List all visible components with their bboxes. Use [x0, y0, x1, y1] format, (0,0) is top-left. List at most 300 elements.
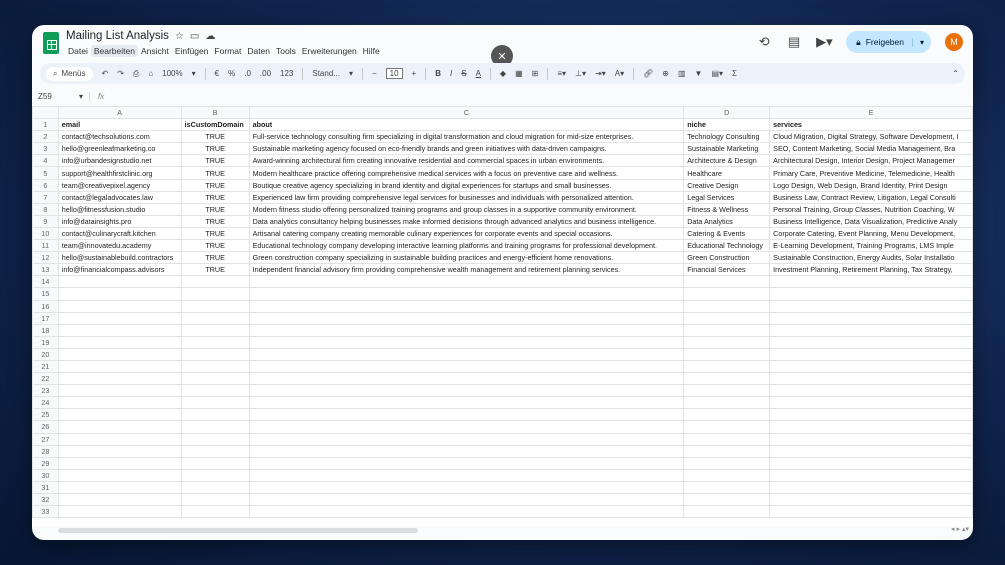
menu-hilfe[interactable]: Hilfe [362, 46, 380, 56]
table-cell[interactable] [249, 433, 684, 445]
table-cell[interactable]: Educational Technology [684, 240, 770, 252]
currency-format-button[interactable]: € [214, 69, 220, 78]
table-cell[interactable]: Modern healthcare practice offering comprehensive medical services with a focus on preventive care and wellness. [249, 167, 684, 179]
font-select[interactable]: Stand... [312, 69, 340, 78]
table-cell[interactable] [249, 494, 684, 506]
table-cell[interactable] [770, 300, 973, 312]
table-cell[interactable]: TRUE [181, 179, 249, 191]
table-cell[interactable] [181, 494, 249, 506]
table-cell[interactable]: Primary Care, Preventive Medicine, Telemedicine, Health [770, 167, 973, 179]
column-title-cell[interactable]: about [249, 119, 684, 131]
table-cell[interactable] [770, 397, 973, 409]
row-header[interactable]: 2 [33, 131, 59, 143]
document-title[interactable]: Mailing List Analysis [66, 30, 169, 42]
row-header[interactable]: 5 [33, 167, 59, 179]
table-cell[interactable]: Modern fitness studio offering personalized training programs and group classes in a supportive community environment. [249, 203, 684, 215]
row-header[interactable]: 29 [33, 457, 59, 469]
table-cell[interactable] [684, 409, 770, 421]
table-cell[interactable] [181, 421, 249, 433]
table-row [33, 433, 973, 445]
table-cell[interactable]: Data analytics consultancy helping businesses make informed decisions through advanced analytics and business intelligence. [249, 215, 684, 227]
row-header[interactable]: 7 [33, 191, 59, 203]
insert-chart-icon[interactable]: ▥ [677, 69, 686, 78]
table-cell[interactable] [58, 360, 181, 372]
scroll-arrows-icon[interactable]: ◂ ▸ ▴▾ [951, 526, 969, 533]
table-cell[interactable]: Data Analytics [684, 215, 770, 227]
menu-datei[interactable]: Datei [68, 46, 88, 56]
spreadsheet-grid [32, 106, 973, 526]
row-header[interactable]: 4 [33, 155, 59, 167]
table-cell[interactable] [58, 481, 181, 493]
table-cell[interactable]: TRUE [181, 191, 249, 203]
filter-icon[interactable]: ▼ [694, 69, 703, 78]
vertical-align-icon[interactable]: ⊥▾ [575, 69, 587, 78]
table-cell[interactable]: TRUE [181, 203, 249, 215]
table-row [33, 348, 973, 360]
row-header[interactable]: 32 [33, 494, 59, 506]
table-cell[interactable] [249, 312, 684, 324]
menu-format[interactable]: Format [214, 46, 242, 56]
table-cell[interactable] [249, 336, 684, 348]
row-header[interactable]: 30 [33, 469, 59, 481]
row-header[interactable]: 23 [33, 385, 59, 397]
table-cell[interactable] [181, 445, 249, 457]
table-row [33, 457, 973, 469]
row-header[interactable]: 31 [33, 481, 59, 493]
table-cell[interactable]: contact@legaladvocates.law [58, 191, 181, 203]
table-row [33, 155, 973, 167]
table-cell[interactable] [249, 385, 684, 397]
table-row [33, 481, 973, 493]
percent-format-button[interactable]: % [228, 69, 236, 78]
decrease-decimal-button[interactable]: .0 [244, 69, 251, 78]
row-header[interactable]: 13 [33, 264, 59, 276]
table-cell[interactable] [770, 506, 973, 518]
table-cell[interactable]: Architecture & Design [684, 155, 770, 167]
table-cell[interactable]: TRUE [181, 252, 249, 264]
redo-icon[interactable]: ↷ [117, 69, 124, 78]
chevron-down-icon: ▾ [78, 91, 83, 101]
fill-color-icon[interactable]: ◆ [499, 69, 507, 78]
table-cell[interactable]: Personal Training, Group Classes, Nutrition Coaching, W [770, 203, 973, 215]
row-header[interactable]: 22 [33, 373, 59, 385]
table-cell[interactable] [249, 421, 684, 433]
table-cell[interactable] [770, 469, 973, 481]
row-header[interactable]: 10 [33, 227, 59, 239]
star-icon[interactable]: ☆ [174, 30, 184, 42]
table-cell[interactable] [58, 397, 181, 409]
table-cell[interactable]: TRUE [181, 227, 249, 239]
column-header-e[interactable]: E [770, 107, 973, 119]
insert-link-icon[interactable]: 🔗︎ [643, 69, 654, 78]
paint-format-icon[interactable]: ⌂ [148, 69, 154, 78]
search-icon: ⌕ [53, 68, 58, 78]
table-cell[interactable] [249, 445, 684, 457]
table-cell[interactable] [684, 312, 770, 324]
table-cell[interactable]: Green construction company specializing in sustainable building practices and energy-efficient home renovations. [249, 252, 684, 264]
table-cell[interactable]: Creative Design [684, 179, 770, 191]
table-cell[interactable]: Technology Consulting [684, 131, 770, 143]
table-cell[interactable] [684, 481, 770, 493]
row-header[interactable]: 9 [33, 215, 59, 227]
table-cell[interactable] [181, 457, 249, 469]
table-cell[interactable] [58, 336, 181, 348]
table-cell[interactable] [684, 288, 770, 300]
table-cell[interactable] [181, 373, 249, 385]
table-cell[interactable]: Independent financial advisory firm providing comprehensive wealth management and retirement planning services. [249, 264, 684, 276]
column-title-cell[interactable]: services [770, 119, 973, 131]
row-header[interactable]: 11 [33, 240, 59, 252]
table-cell[interactable] [770, 348, 973, 360]
table-cell[interactable] [58, 409, 181, 421]
horizontal-align-icon[interactable]: ≡▾ [557, 69, 567, 78]
menu-search[interactable] [46, 67, 93, 81]
table-cell[interactable]: TRUE [181, 155, 249, 167]
table-cell[interactable]: hello@greenleafmarketing.co [58, 143, 181, 155]
table-cell[interactable] [58, 457, 181, 469]
column-title-cell[interactable]: niche [684, 119, 770, 131]
row-header[interactable]: 27 [33, 433, 59, 445]
table-cell[interactable]: Fitness & Wellness [684, 203, 770, 215]
table-row [33, 494, 973, 506]
row-header[interactable]: 28 [33, 445, 59, 457]
table-cell[interactable] [181, 360, 249, 372]
sheets-logo-icon[interactable] [43, 32, 59, 54]
column-title-cell[interactable]: email [58, 119, 181, 131]
table-cell[interactable] [58, 300, 181, 312]
text-color-button[interactable]: A [475, 69, 481, 78]
table-cell[interactable] [770, 276, 973, 288]
avatar[interactable]: M [945, 33, 963, 51]
menu-ansicht[interactable]: Ansicht [140, 46, 169, 56]
cloud-status-icon[interactable]: ☁ [205, 30, 216, 42]
table-cell[interactable] [770, 445, 973, 457]
row-header[interactable]: 17 [33, 312, 59, 324]
row-header[interactable]: 6 [33, 179, 59, 191]
table-cell[interactable]: Healthcare [684, 167, 770, 179]
table-cell[interactable]: hello@sustainablebuild.contractors [58, 252, 181, 264]
table-row [33, 215, 973, 227]
column-header-c[interactable]: C [249, 107, 684, 119]
table-cell[interactable]: Experienced law firm providing comprehensive legal services for businesses and individuals with personalized attention. [249, 191, 684, 203]
table-cell[interactable] [249, 469, 684, 481]
cell-reference: Z59 [38, 91, 52, 101]
table-row [33, 252, 973, 264]
table-cell[interactable] [770, 421, 973, 433]
table-cell[interactable] [181, 348, 249, 360]
table-cell[interactable] [770, 481, 973, 493]
table-cell[interactable] [684, 360, 770, 372]
table-cell[interactable]: TRUE [181, 240, 249, 252]
table-cell[interactable]: Architectural Design, Interior Design, Project Managemer [770, 155, 973, 167]
table-cell[interactable] [181, 481, 249, 493]
table-cell[interactable]: SEO, Content Marketing, Social Media Management, Bra [770, 143, 973, 155]
table-cell[interactable] [770, 385, 973, 397]
table-cell[interactable] [770, 409, 973, 421]
table-cell[interactable] [58, 506, 181, 518]
table-cell[interactable] [684, 397, 770, 409]
row-header[interactable]: 12 [33, 252, 59, 264]
text-wrap-icon[interactable]: ⇥▾ [595, 69, 606, 78]
formula-bar [32, 88, 973, 104]
bold-button[interactable]: B [435, 69, 441, 78]
table-cell[interactable] [770, 336, 973, 348]
table-cell[interactable] [684, 300, 770, 312]
table-cell[interactable] [684, 433, 770, 445]
table-cell[interactable] [58, 469, 181, 481]
table-row [33, 373, 973, 385]
table-cell[interactable]: Educational technology company developing interactive learning platforms and training programs for professional development. [249, 240, 684, 252]
toolbar [40, 63, 965, 84]
row-header[interactable]: 18 [33, 324, 59, 336]
table-cell[interactable]: TRUE [181, 264, 249, 276]
row-header[interactable]: 33 [33, 506, 59, 518]
table-cell[interactable]: contact@techsolutions.com [58, 131, 181, 143]
column-header-d[interactable]: D [684, 107, 770, 119]
table-row [33, 240, 973, 252]
table-cell[interactable] [770, 457, 973, 469]
table-cell[interactable] [684, 469, 770, 481]
row-header[interactable]: 14 [33, 276, 59, 288]
menu-daten[interactable]: Daten [247, 46, 271, 56]
share-dropdown-icon[interactable]: ▾ [912, 38, 931, 47]
move-folder-icon[interactable]: ▭ [189, 30, 200, 42]
table-cell[interactable] [58, 324, 181, 336]
table-cell[interactable] [249, 324, 684, 336]
table-cell[interactable]: info@urbandesignstudio.net [58, 155, 181, 167]
menu-search-label: Menüs [61, 69, 86, 78]
row-header[interactable]: 24 [33, 397, 59, 409]
table-cell[interactable] [249, 360, 684, 372]
row-header[interactable]: 19 [33, 336, 59, 348]
column-title-cell[interactable]: isCustomDomain [181, 119, 249, 131]
table-cell[interactable]: TRUE [181, 215, 249, 227]
table-cell[interactable]: Artisanal catering company creating memorable culinary experiences for corporate events and special occasions. [249, 227, 684, 239]
table-cell[interactable]: info@financialcompass.advisors [58, 264, 181, 276]
table-cell[interactable]: Business Law, Contract Review, Litigation, Legal Consulti [770, 191, 973, 203]
fx-icon: fx [98, 91, 105, 101]
strikethrough-button[interactable]: S [461, 69, 467, 78]
table-cell[interactable] [249, 506, 684, 518]
table-row [33, 300, 973, 312]
table-cell[interactable] [181, 385, 249, 397]
table-cell[interactable]: Catering & Events [684, 227, 770, 239]
table-cell[interactable]: hello@fitnessfusion.studio [58, 203, 181, 215]
undo-icon[interactable]: ↶ [101, 69, 109, 78]
functions-button[interactable]: Σ [732, 69, 737, 78]
table-cell[interactable]: E-Learning Development, Training Programs, LMS Imple [770, 240, 973, 252]
table-cell[interactable] [684, 324, 770, 336]
column-header-a[interactable]: A [58, 107, 181, 119]
menu-einfuegen[interactable]: Einfügen [174, 46, 209, 56]
table-cell[interactable] [770, 494, 973, 506]
table-row [33, 179, 973, 191]
table-cell[interactable] [249, 397, 684, 409]
menu-bar [65, 45, 383, 57]
table-row [33, 264, 973, 276]
table-cell[interactable] [249, 288, 684, 300]
comments-icon[interactable]: ▤ [788, 34, 801, 49]
row-header[interactable]: 20 [33, 348, 59, 360]
column-header-b[interactable]: B [181, 107, 249, 119]
table-row [33, 131, 973, 143]
table-cell[interactable] [684, 348, 770, 360]
menu-tools[interactable]: Tools [276, 46, 296, 56]
table-cell[interactable] [58, 373, 181, 385]
table-cell[interactable] [58, 312, 181, 324]
table-cell[interactable]: Sustainable marketing agency focused on eco-friendly brands and green initiatives with data-driven campaigns. [249, 143, 684, 155]
table-cell[interactable]: Business Intelligence, Data Visualization, Predictive Analy [770, 215, 973, 227]
table-row [33, 506, 973, 518]
table-cell[interactable]: TRUE [181, 131, 249, 143]
table-cell[interactable] [181, 433, 249, 445]
table-cell[interactable] [770, 288, 973, 300]
menu-erweiterungen[interactable]: Erweiterungen [301, 46, 357, 56]
table-cell[interactable] [181, 288, 249, 300]
history-icon[interactable]: ⟲ [758, 34, 770, 49]
row-header[interactable]: 26 [33, 421, 59, 433]
table-cell[interactable] [181, 469, 249, 481]
print-icon[interactable]: ⎙ [132, 68, 140, 78]
table-cell[interactable] [181, 506, 249, 518]
table-cell[interactable] [249, 481, 684, 493]
divider [633, 68, 634, 80]
table-cell[interactable] [684, 506, 770, 518]
zoom-select[interactable]: 100% [162, 69, 183, 78]
table-cell[interactable]: Full-service technology consulting firm specializing in digital transformation and cloud migration for mid-size enterprises. [249, 131, 684, 143]
row-header[interactable]: 16 [33, 300, 59, 312]
close-icon[interactable]: ✕ [491, 45, 513, 67]
table-cell[interactable] [181, 397, 249, 409]
table-cell[interactable]: Sustainable Marketing [684, 143, 770, 155]
table-cell[interactable] [770, 373, 973, 385]
menu-bearbeiten[interactable]: Bearbeiten [91, 45, 138, 57]
row-header[interactable]: 25 [33, 409, 59, 421]
table-cell[interactable] [181, 312, 249, 324]
table-cell[interactable]: Logo Design, Web Design, Brand Identity, Print Design [770, 179, 973, 191]
row-header[interactable]: 15 [33, 288, 59, 300]
table-cell[interactable] [249, 409, 684, 421]
table-cell[interactable] [181, 324, 249, 336]
font-size-increase-icon[interactable]: + [411, 69, 417, 78]
italic-button[interactable]: I [450, 69, 453, 78]
table-cell[interactable] [684, 445, 770, 457]
table-cell[interactable]: Legal Services [684, 191, 770, 203]
table-cell[interactable] [58, 348, 181, 360]
sheet-table [32, 106, 973, 518]
merge-cells-icon[interactable]: ⊞ [531, 69, 539, 78]
table-cell[interactable] [249, 457, 684, 469]
row-header[interactable]: 8 [33, 203, 59, 215]
chevron-down-icon[interactable]: ▾ [191, 69, 196, 78]
table-cell[interactable]: Sustainable Construction, Energy Audits, Solar Installatio [770, 252, 973, 264]
table-cell[interactable]: Corporate Catering, Event Planning, Menu Development, [770, 227, 973, 239]
table-row [33, 360, 973, 372]
table-cell[interactable] [770, 324, 973, 336]
table-cell[interactable]: team@creativepixel.agency [58, 179, 181, 191]
table-cell[interactable] [684, 373, 770, 385]
table-cell[interactable] [181, 336, 249, 348]
table-cell[interactable] [58, 433, 181, 445]
chevron-down-icon[interactable]: ▾ [348, 69, 353, 78]
table-cell[interactable] [58, 494, 181, 506]
table-cell[interactable] [249, 348, 684, 360]
table-cell[interactable] [770, 433, 973, 445]
table-cell[interactable] [58, 445, 181, 457]
table-cell[interactable] [58, 276, 181, 288]
table-row [33, 445, 973, 457]
table-cell[interactable] [684, 421, 770, 433]
table-cell[interactable] [684, 336, 770, 348]
table-cell[interactable] [181, 300, 249, 312]
table-cell[interactable]: TRUE [181, 167, 249, 179]
horizontal-scrollbar[interactable] [58, 528, 418, 533]
table-cell[interactable]: team@innovatedu.academy [58, 240, 181, 252]
table-cell[interactable]: Boutique creative agency specializing in brand identity and digital experiences for startups and small businesses. [249, 179, 684, 191]
table-row [33, 143, 973, 155]
divider [547, 68, 548, 80]
borders-icon[interactable]: ▦ [515, 69, 523, 78]
table-cell[interactable] [58, 421, 181, 433]
text-rotation-icon[interactable]: A▾ [614, 69, 625, 78]
divider [205, 68, 206, 80]
table-cell[interactable] [249, 300, 684, 312]
name-box[interactable] [32, 92, 90, 101]
table-cell[interactable] [684, 276, 770, 288]
filter-views-icon[interactable]: ▤▾ [711, 69, 724, 78]
table-cell[interactable] [770, 312, 973, 324]
number-format-button[interactable]: 123 [280, 69, 294, 78]
font-size-decrease-icon[interactable]: − [371, 69, 377, 78]
table-cell[interactable]: support@healthfirstclinic.org [58, 167, 181, 179]
table-cell[interactable] [249, 373, 684, 385]
row-header[interactable]: 1 [33, 119, 59, 131]
table-cell[interactable] [684, 457, 770, 469]
share-label: Freigeben [865, 37, 904, 47]
table-cell[interactable] [181, 409, 249, 421]
table-row [33, 276, 973, 288]
table-row [33, 409, 973, 421]
table-cell[interactable] [684, 385, 770, 397]
font-size-input[interactable]: 10 [386, 68, 403, 79]
table-row [33, 397, 973, 409]
row-header[interactable]: 3 [33, 143, 59, 155]
table-cell[interactable]: Investment Planning, Retirement Planning, Tax Strategy, [770, 264, 973, 276]
table-cell[interactable]: info@datainsights.pro [58, 215, 181, 227]
divider [425, 68, 426, 80]
row-header[interactable]: 21 [33, 360, 59, 372]
divider [362, 68, 363, 80]
table-cell[interactable]: contact@culinarycraft.kitchen [58, 227, 181, 239]
table-cell[interactable]: Award-winning architectural firm creating innovative residential and commercial spaces in urban environments. [249, 155, 684, 167]
table-cell[interactable]: TRUE [181, 143, 249, 155]
share-button[interactable] [846, 31, 931, 53]
table-cell[interactable] [58, 385, 181, 397]
increase-decimal-button[interactable]: .00 [259, 69, 272, 78]
table-cell[interactable]: Cloud Migration, Digital Strategy, Software Development, I [770, 131, 973, 143]
table-cell[interactable] [181, 276, 249, 288]
table-cell[interactable] [249, 276, 684, 288]
table-cell[interactable]: Green Construction [684, 252, 770, 264]
table-cell[interactable] [684, 494, 770, 506]
table-cell[interactable] [770, 360, 973, 372]
table-cell[interactable] [58, 288, 181, 300]
meet-video-icon[interactable]: ▶▾ [816, 34, 833, 49]
select-all-corner[interactable] [33, 107, 59, 119]
insert-comment-icon[interactable]: ⊕ [662, 69, 669, 78]
table-cell[interactable]: Financial Services [684, 264, 770, 276]
collapse-toolbar-icon[interactable]: ⌃ [952, 69, 959, 78]
